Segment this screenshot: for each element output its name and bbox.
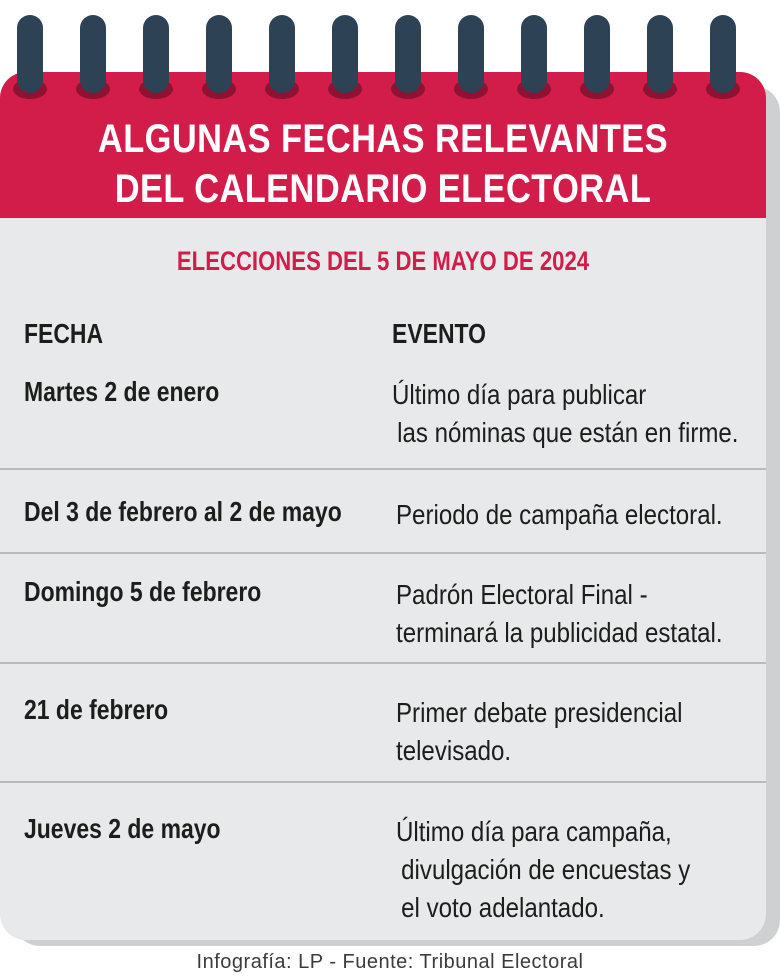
row-divider [0, 468, 766, 470]
calendar-ring-icon [521, 15, 547, 99]
row-event-line: Último día para campaña, [396, 816, 672, 847]
calendar-ring-icon [584, 15, 610, 99]
calendar-ring-icon [143, 15, 169, 99]
column-header-evento: EVENTO [392, 318, 486, 349]
column-header-fecha: FECHA [24, 318, 104, 349]
calendar-ring-icon [647, 15, 673, 99]
page-subtitle: ELECCIONES DEL 5 DE MAYO DE 2024 [176, 246, 590, 276]
row-date: Jueves 2 de mayo [24, 813, 221, 844]
row-event-line: Último día para publicar [392, 379, 647, 410]
row-event-line: televisado. [396, 735, 512, 766]
row-event-line: el voto adelantado. [401, 892, 605, 923]
row-date: Martes 2 de enero [24, 376, 220, 407]
row-event [396, 496, 723, 534]
row-event-line: Periodo de campaña electoral. [396, 499, 723, 530]
row-divider [0, 662, 766, 664]
calendar-ring-icon [269, 15, 295, 99]
calendar-ring-icon [80, 15, 106, 99]
row-event-line: terminará la publicidad estatal. [396, 617, 723, 648]
calendar-ring-icon [395, 15, 421, 99]
row-event [396, 576, 723, 652]
title-line-1: ALGUNAS FECHAS RELEVANTES [97, 117, 669, 161]
row-event-line: divulgación de encuestas y [401, 854, 691, 885]
row-divider [0, 552, 766, 554]
row-event-line: Padrón Electoral Final - [396, 579, 648, 610]
page-title [54, 114, 713, 214]
calendar-ring-icon [206, 15, 232, 99]
row-date: Del 3 de febrero al 2 de mayo [24, 496, 342, 527]
source-credit: Infografía: LP - Fuente: Tribunal Electoral [196, 951, 584, 973]
title-line-2: DEL CALENDARIO ELECTORAL [114, 167, 652, 211]
row-event-line: Primer debate presidencial [396, 697, 683, 728]
calendar-card [0, 72, 766, 940]
row-event [396, 694, 682, 770]
row-date: Domingo 5 de febrero [24, 576, 262, 607]
calendar-ring-icon [332, 15, 358, 99]
row-date: 21 de febrero [24, 694, 169, 725]
calendar-ring-icon [710, 15, 736, 99]
calendar-ring-icon [17, 15, 43, 99]
row-event [392, 376, 738, 452]
calendar-ring-icon [458, 15, 484, 99]
row-event [396, 813, 690, 927]
row-divider [0, 781, 766, 783]
row-event-line: las nóminas que están en firme. [397, 417, 739, 448]
